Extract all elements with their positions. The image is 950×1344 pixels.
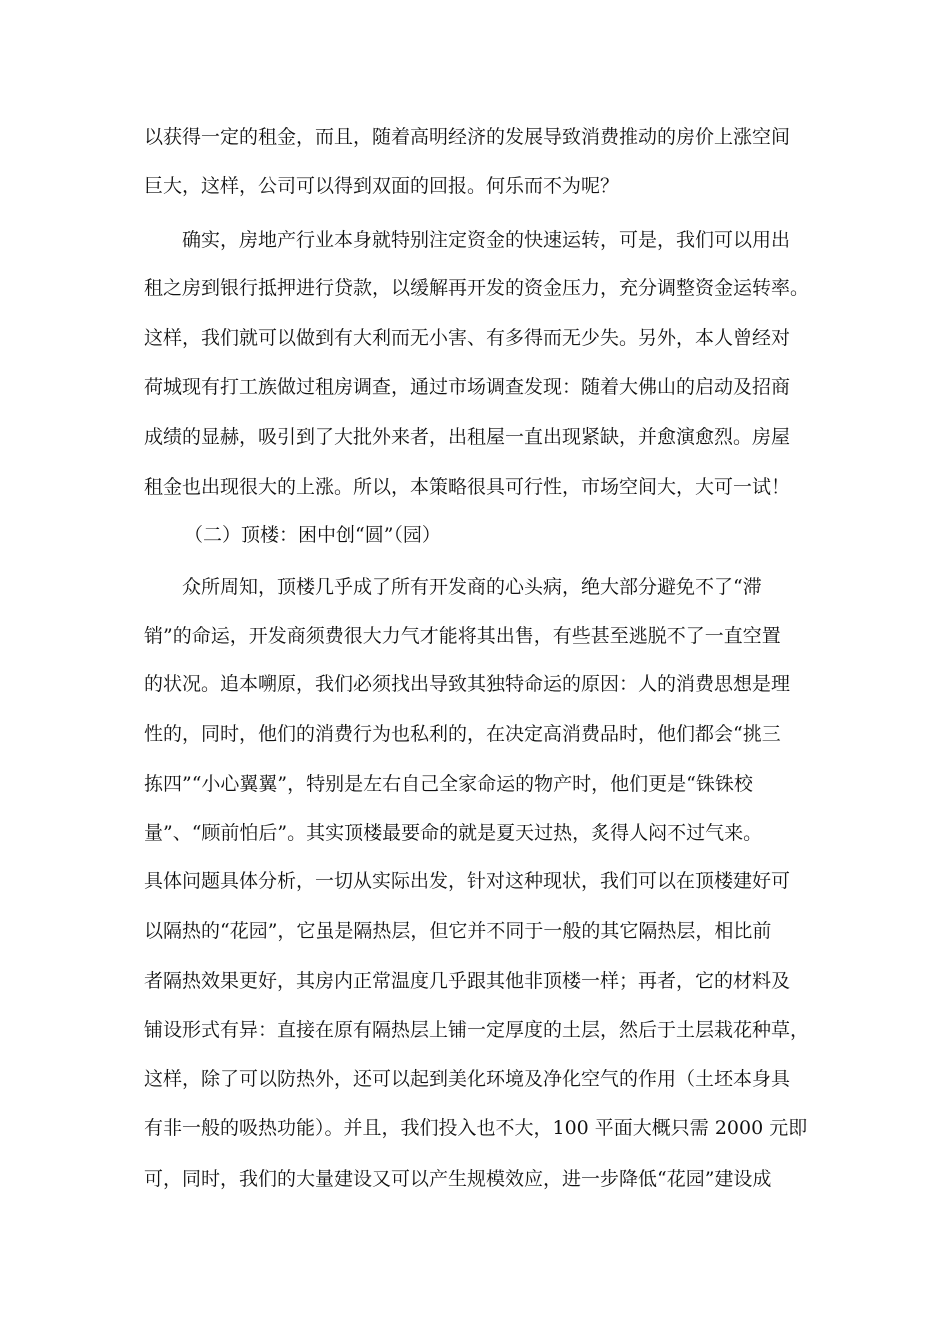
text-line: 荷城现有打工族做过租房调查，通过市场调查发现：随着大佛山的启动及招商 xyxy=(144,376,791,398)
text-line: 的状况。追本嗍原，我们必须找出导致其独特命运的原因：人的消费思想是理 xyxy=(144,673,791,695)
text-line: 者隔热效果更好，其房内正常温度几乎跟其他非顶楼一样；再者，它的材料及 xyxy=(144,970,791,992)
section-heading: （二）顶楼：困中创“圆”（园） xyxy=(184,524,441,546)
text-line: 租之房到银行抵押进行贷款，以缓解再开发的资金压力，充分调整资金运转率。 xyxy=(144,277,810,299)
text-line: 量”、“顾前怕后”。其实顶楼最要命的就是夏天过热，炙得人闷不过气来。 xyxy=(144,822,763,844)
text-line: 拣四”“小心翼翼”，特别是左右自己全家命运的物产时，他们更是“铢铢校 xyxy=(144,773,753,795)
text-line: 确实，房地产行业本身就特别注定资金的快速运转，可是，我们可以用出 xyxy=(182,229,791,251)
text-line: 具体问题具体分析，一切从实际出发，针对这种现状，我们可以在顶楼建好可 xyxy=(144,870,791,892)
text-line: 以隔热的“花园”，它虽是隔热层，但它并不同于一般的其它隔热层，相比前 xyxy=(144,920,772,942)
text-line: 成绩的显赫，吸引到了大批外来者，出租屋一直出现紧缺，并愈演愈烈。房屋 xyxy=(144,426,791,448)
text-line: 巨大，这样，公司可以得到双面的回报。何乐而不为呢？ xyxy=(144,175,620,197)
text-line: 性的，同时，他们的消费行为也私利的，在决定高消费品时，他们都会“挑三 xyxy=(144,723,781,745)
text-line: 可，同时，我们的大量建设又可以产生规模效应，进一步降低“花园”建设成 xyxy=(144,1168,772,1190)
text-line: 销”的命运，开发商须费很大力气才能将其出售，有些甚至逃脱不了一直空置 xyxy=(144,625,781,647)
text-line: 众所周知，顶楼几乎成了所有开发商的心头病，绝大部分避免不了“滞 xyxy=(182,576,762,598)
text-line: 这样，我们就可以做到有大利而无小害、有多得而无少失。另外，本人曾经对 xyxy=(144,327,791,349)
text-line: 以获得一定的租金，而且，随着高明经济的发展导致消费推动的房价上涨空间 xyxy=(144,126,791,148)
text-line: 铺设形式有异：直接在原有隔热层上铺一定厚度的土层，然后于土层栽花种草， xyxy=(144,1019,810,1041)
text-line: 这样，除了可以防热外，还可以起到美化环境及净化空气的作用（土坯本身具 xyxy=(144,1068,791,1090)
text-line: 租金也出现很大的上涨。所以，本策略很具可行性，市场空间大，大可一试！ xyxy=(144,476,791,498)
text-line: 有非一般的吸热功能）。并且，我们投入也不大，100 平面大概只需 2000 元即 xyxy=(144,1117,808,1139)
